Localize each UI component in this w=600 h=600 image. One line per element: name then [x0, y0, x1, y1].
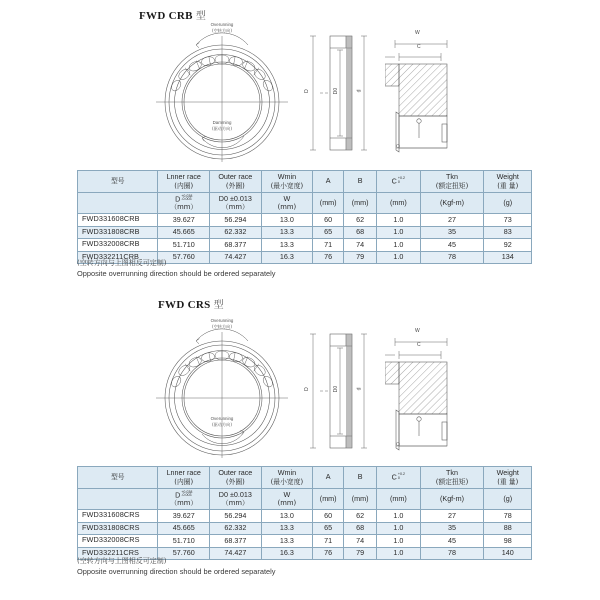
cell-inner-race: 51.710 [158, 239, 210, 252]
cell-wmin: 13.3 [261, 226, 313, 239]
figure-crs-dim-dsmall: d [356, 387, 363, 391]
spec-table-crb [77, 170, 532, 264]
cell-weight: 83 [484, 226, 532, 239]
cell-inner-race: 39.627 [158, 214, 210, 227]
cell-wmin: 16.3 [261, 251, 313, 264]
cell-b: 74 [344, 239, 377, 252]
th-wmin-unit-crb: W (mm) [261, 193, 313, 214]
cell-c: 1.0 [377, 522, 420, 535]
cell-wmin: 16.3 [261, 547, 313, 560]
th-wmin-crb: Wmin (最小宽度) [261, 171, 313, 193]
cell-outer-race: 62.332 [210, 226, 262, 239]
cell-wmin: 13.3 [261, 535, 313, 548]
figure-crs-overunning-bottom-en: Overunning [210, 416, 234, 421]
cell-tkn: 78 [420, 547, 484, 560]
cell-weight: 134 [484, 251, 532, 264]
cell-weight: 73 [484, 214, 532, 227]
cell-c: 1.0 [377, 251, 420, 264]
cell-c: 1.0 [377, 239, 420, 252]
figure-crb-dim-w: W [415, 30, 420, 36]
cell-weight: 92 [484, 239, 532, 252]
cell-inner-race: 51.710 [158, 535, 210, 548]
cell-wmin: 13.3 [261, 239, 313, 252]
th-a-crs: A [313, 467, 344, 489]
cell-tkn: 45 [420, 535, 484, 548]
cell-a: 71 [313, 535, 344, 548]
figure-crb-driving-label [194, 120, 250, 131]
cell-c: 1.0 [377, 535, 420, 548]
figure-crs-section-view [385, 326, 495, 458]
cell-wmin: 13.0 [261, 214, 313, 227]
th-model-unit-crb [78, 193, 158, 214]
cell-tkn: 45 [420, 239, 484, 252]
figure-crs-dim-d: D [303, 387, 310, 391]
table-header-row-names [78, 467, 532, 489]
cell-inner-race: 57.760 [158, 547, 210, 560]
cell-outer-race: 68.377 [210, 535, 262, 548]
section-title-crb-text: FWD CRB [139, 10, 193, 22]
cell-a: 76 [313, 251, 344, 264]
figure-crs-overunning-bottom-label [194, 416, 250, 427]
cell-c: 1.0 [377, 214, 420, 227]
cell-inner-race: 57.760 [158, 251, 210, 264]
cell-b: 62 [344, 510, 377, 523]
cell-weight: 98 [484, 535, 532, 548]
cell-tkn: 35 [420, 522, 484, 535]
figure-crb-dim-d: D [303, 89, 310, 93]
cell-c: 1.0 [377, 547, 420, 560]
th-outer-race-crs: Outer race (外圈) [210, 467, 262, 489]
figure-crs-dim-c: C [417, 342, 421, 348]
table-header-row-units [78, 193, 532, 214]
th-inner-race-crs: Lnner race (内圈) [158, 467, 210, 489]
figure-crb-side-view [300, 28, 390, 158]
note-crs-cn: (空转方向与上图相反可定制) [77, 557, 167, 565]
th-b-unit-crs: (mm) [344, 489, 377, 510]
cell-model: FWD331608CRB [78, 214, 158, 227]
cell-tkn: 35 [420, 226, 484, 239]
figure-crs-overunning-top-cn: (空转方向) [211, 323, 233, 329]
figure-crs-overunning-top-en: Overunning [210, 318, 234, 323]
th-a-unit-crb: (mm) [313, 193, 344, 214]
figure-crb-overunning-label [194, 22, 250, 33]
table-row [78, 510, 532, 523]
note-crb [77, 258, 275, 279]
cell-model: FWD332008CRB [78, 239, 158, 252]
th-outer-race-unit-crb: D0 ±0.013 （mm） [210, 193, 262, 214]
cell-model: FWD331808CRB [78, 226, 158, 239]
th-outer-race-unit-crs: D0 ±0.013 （mm） [210, 489, 262, 510]
figure-crs-side-view [300, 326, 390, 456]
cell-a: 76 [313, 547, 344, 560]
figure-crb-front-view [152, 22, 292, 162]
cell-a: 60 [313, 214, 344, 227]
section-title-crs [158, 296, 224, 311]
cell-outer-race: 74.427 [210, 547, 262, 560]
th-c-crs: C +0.2 0 [377, 467, 420, 489]
table-header-row-units [78, 489, 532, 510]
th-inner-race-unit-crs: D +0.038 -0.003 （mm） [158, 489, 210, 510]
th-inner-race-crb: Lnner race (内圈) [158, 171, 210, 193]
table-row [78, 522, 532, 535]
cell-c: 1.0 [377, 226, 420, 239]
cell-inner-race: 45.665 [158, 522, 210, 535]
th-tkn-crs: Tkn (额定扭矩) [420, 467, 484, 489]
cell-b: 79 [344, 547, 377, 560]
table-row [78, 239, 532, 252]
cell-weight: 78 [484, 510, 532, 523]
cell-model: FWD331608CRS [78, 510, 158, 523]
th-model-unit-crs [78, 489, 158, 510]
cell-b: 62 [344, 214, 377, 227]
table-row [78, 226, 532, 239]
cell-tkn: 78 [420, 251, 484, 264]
cell-outer-race: 62.332 [210, 522, 262, 535]
cell-outer-race: 68.377 [210, 239, 262, 252]
cell-b: 68 [344, 226, 377, 239]
section-title-crs-text: FWD CRS [158, 299, 211, 311]
th-a-unit-crs: (mm) [313, 489, 344, 510]
figure-crb-driving-en: Damming [212, 120, 232, 125]
cell-outer-race: 74.427 [210, 251, 262, 264]
th-outer-race-crb: Outer race (外圈) [210, 171, 262, 193]
cell-tkn: 27 [420, 214, 484, 227]
th-c-crb: C +0.2 0 [377, 171, 420, 193]
cell-model: FWD332211CRB [78, 251, 158, 264]
spec-table-crs [77, 466, 532, 560]
cell-b: 68 [344, 522, 377, 535]
th-weight-crs: Weight (重 量) [484, 467, 532, 489]
th-c-unit-crs: (mm) [377, 489, 420, 510]
figure-crb-dim-d0: D0 [333, 87, 340, 95]
figure-crs-overunning-top-label [194, 318, 250, 329]
cell-a: 65 [313, 522, 344, 535]
section-title-crs-cn: 型 [213, 300, 224, 311]
cell-weight: 88 [484, 522, 532, 535]
th-weight-unit-crs: (g) [484, 489, 532, 510]
note-crs-en: Opposite overrunning direction should be ordered separately [77, 566, 276, 576]
cell-a: 65 [313, 226, 344, 239]
cell-weight: 140 [484, 547, 532, 560]
th-wmin-crs: Wmin (最小宽度) [261, 467, 313, 489]
th-wmin-unit-crs: W (mm) [261, 489, 313, 510]
th-a-crb: A [313, 171, 344, 193]
figure-crs-dim-w: W [415, 328, 420, 334]
th-weight-unit-crb: (g) [484, 193, 532, 214]
table-row [78, 214, 532, 227]
figure-crb-overunning-cn: (空转方向) [211, 27, 233, 33]
cell-a: 71 [313, 239, 344, 252]
note-crb-cn: (空转方向与上图相反可定制) [77, 259, 167, 267]
cell-wmin: 13.0 [261, 510, 313, 523]
figure-crs-overunning-bottom-cn: (驱动方向) [211, 421, 233, 427]
figure-crs-dim-d0: D0 [333, 385, 340, 393]
th-b-unit-crb: (mm) [344, 193, 377, 214]
cell-wmin: 13.3 [261, 522, 313, 535]
cell-outer-race: 56.294 [210, 214, 262, 227]
cell-outer-race: 56.294 [210, 510, 262, 523]
figure-crb-dim-dsmall: d [356, 89, 363, 93]
cell-model: FWD332211CRS [78, 547, 158, 560]
th-tkn-crb: Tkn (额定扭矩) [420, 171, 484, 193]
th-model-crs: 型号 [78, 467, 158, 489]
th-b-crs: B [344, 467, 377, 489]
note-crb-en: Opposite overrunning direction should be ordered separately [77, 268, 276, 278]
figure-crs-front-view [152, 318, 292, 458]
figure-crb-overunning-en: Overunning [210, 22, 234, 27]
cell-b: 79 [344, 251, 377, 264]
cell-inner-race: 45.665 [158, 226, 210, 239]
section-title-crb [139, 7, 206, 22]
cell-model: FWD331808CRS [78, 522, 158, 535]
th-inner-race-unit-crb: D +0.038 -0.003 （mm） [158, 193, 210, 214]
cell-model: FWD332008CRS [78, 535, 158, 548]
th-c-unit-crb: (mm) [377, 193, 420, 214]
cell-b: 74 [344, 535, 377, 548]
th-b-crb: B [344, 171, 377, 193]
th-tkn-unit-crb: (Kgf-m) [420, 193, 484, 214]
th-weight-crb: Weight (重 量) [484, 171, 532, 193]
section-title-crb-cn: 型 [195, 11, 207, 22]
table-row [78, 535, 532, 548]
cell-tkn: 27 [420, 510, 484, 523]
figure-crb-section-view [385, 28, 495, 160]
th-tkn-unit-crs: (Kgf-m) [420, 489, 484, 510]
figure-crb-dim-c: C [417, 44, 421, 50]
cell-a: 60 [313, 510, 344, 523]
table-header-row-names [78, 171, 532, 193]
cell-c: 1.0 [377, 510, 420, 523]
figure-crb-driving-cn: (驱动方向) [211, 125, 233, 131]
note-crs [77, 556, 275, 577]
cell-inner-race: 39.627 [158, 510, 210, 523]
th-model-crb: 型号 [78, 171, 158, 193]
